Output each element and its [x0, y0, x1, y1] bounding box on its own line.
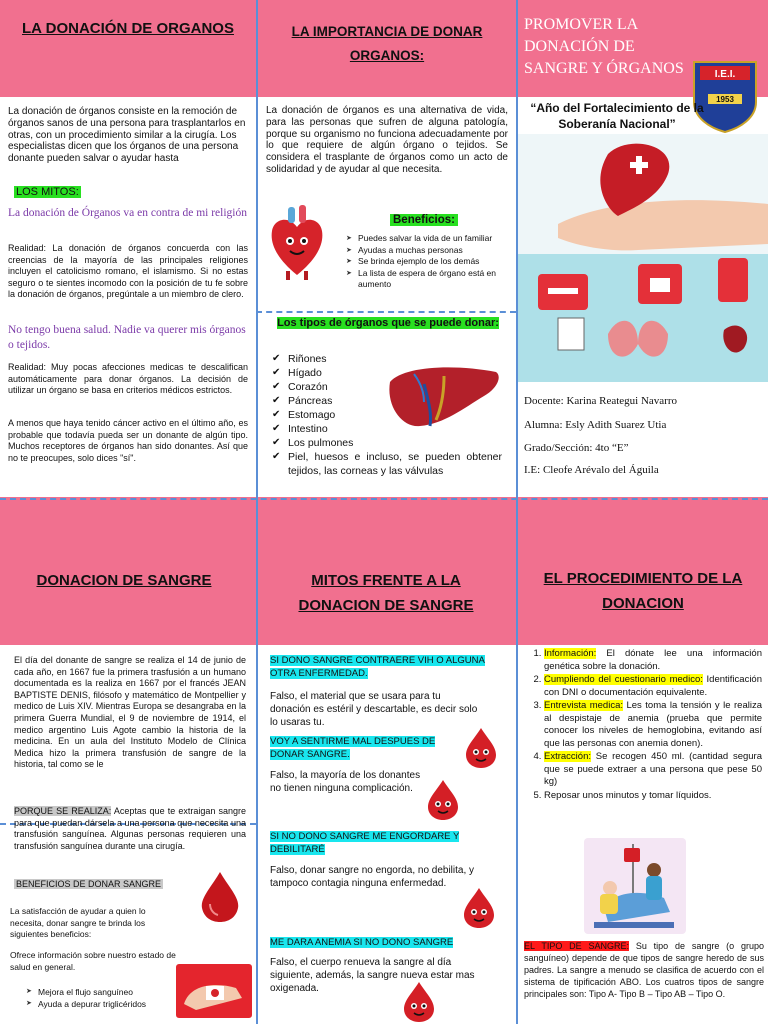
porque-label: PORQUE SE REALIZA: [14, 806, 112, 816]
beneficios-sangre-intro2: Ofrece información sobre nuestro estado de salud en general. [10, 950, 176, 972]
panel4-intro: El día del donante de sangre se realiza el 14 de junio de cada año, en 1667 fue la primera trasfusión a un humano documentada es la realiza en 1667 por el francés JEAN BAPTISTE DENIS, filósofo y matemático de Montpellier y medico de Luis XIV. Mientras Europa se desangraba en la primera Guerra Mundial, el 9 de noviembre de 1914, el medico argentino Luis Agote cambio la historia de la medicina. En un aula del Instituto Modelo de Clínica Medica hizo la primera transfusión de sangre de la historia, tal como se le [14, 655, 246, 770]
divider-left [256, 0, 258, 1024]
list-item: ✔ Intestino [272, 422, 502, 436]
beneficios-sangre-label: BENEFICIOS DE DONAR SANGRE [16, 879, 162, 889]
drop-mascot-icon [462, 726, 500, 770]
divider-dashed-1 [0, 498, 768, 500]
heart-mascot-icon [266, 203, 328, 281]
panel4-title: DONACION DE SANGRE [36, 572, 212, 589]
myth-question-1: SI DONO SANGRE CONTRAERE VIH O ALGUNA OTRA ENFERMEDAD. [270, 655, 485, 679]
crest-year: 1953 [716, 95, 734, 104]
year-motto: “Año del Fortalecimiento de la Soberanía Nacional” [530, 101, 704, 131]
porque-text: Aceptas que te extraigan sangre para que puedan dársela a una persona que necesita una transfusión sanguínea. Algunas personas requieren una transfusión sanguínea durante una cirugía. [14, 806, 246, 851]
beneficios-list [346, 233, 510, 291]
step-item: 1. Información: El dónate lee una información genética sobre la donación. [544, 648, 762, 673]
list-item: ➤ Se brinda ejemplo de los demás [346, 256, 510, 268]
myth3-text: A menos que haya tenido cáncer activo en el último año, es probable que todavía pueda ser un donante de algún tipo. Muchos receptores de órganos han sido donantes. Así que no te preocupes, solo dices "sí". [8, 418, 248, 463]
panel6-title: EL PROCEDIMIENTO DE LA DONACION [543, 570, 743, 612]
myth-answer-2: Falso, la mayoría de los donantes no tienen ninguna complicación. [270, 770, 421, 794]
list-item: ✔ Páncreas [272, 394, 502, 408]
list-item: ➤ Puedes salvar la vida de un familiar [346, 233, 510, 245]
drop-mascot-icon [460, 886, 498, 930]
myth-question-3: SI NO DONO SANGRE ME ENGORDARE Y DEBILITARÉ [270, 831, 460, 855]
list-item: ➤ Ayudas a muchas personas [346, 245, 510, 257]
panel1-title: LA DONACIÓN DE ORGANOS [22, 20, 234, 37]
list-item: ✔ Estomago [272, 408, 502, 422]
tipo-sangre-label: EL TIPO DE SANGRE: [524, 941, 629, 951]
liver-icon [384, 362, 504, 432]
grado-line: Grado/Sección: 4to “E” [524, 442, 629, 454]
myth2-text: Realidad: Muy pocas afecciones medicas te descalifican automáticamente para donar órganos. La decisión de utilizar un órgano se basa en criterios médicos estrictos. [8, 362, 248, 395]
panel2-intro: La donación de órganos es una alternativa de vida, para las personas que sufren de alguna patología, porque su organismo no funciona adecuadamente por lo que requiere de algún órgano o tejidos. Se considera el trasplante de órganos como un acto de solidaridad y de ayudar al que necesita. [266, 105, 508, 175]
list-item: ✔ Piel, huesos e incluso, se pueden obtener tejidos, las corneas y las válvulas [272, 450, 502, 478]
beneficios-sangre-intro: La satisfacción de ayudar a quien lo necesita, donar sangre te brinda los siguientes beneficios: [10, 906, 146, 939]
panel5-title: MITOS FRENTE A LA DONACION DE SANGRE [298, 572, 474, 614]
list-item: ➤ Mejora el flujo sanguíneo [26, 986, 186, 998]
myth1-title: La donación de Órganos va en contra de mi religión [8, 207, 247, 219]
list-item: ✔ Riñones [272, 352, 502, 366]
alumna-line: Alumna: Esly Adith Suarez Utia [524, 419, 667, 431]
step-item: 4. Extracción: Se recogen 450 ml. (cantidad segura que se puede extraer a una persona que pese 50 kg) [544, 751, 762, 789]
list-item: ➤ Ayuda a depurar triglicéridos [26, 998, 186, 1010]
myth-question-2: VOY A SENTIRME MAL DESPUES DE DONAR SANGRE. [270, 736, 436, 760]
mitos-label: LOS MITOS: [16, 186, 79, 198]
blood-drop-icon [198, 870, 242, 924]
myth2-title: No tengo buena salud. Nadie va querer mis órganos o tejidos. [8, 324, 246, 351]
tipos-label: Los tipos de órganos que se puede donar: [277, 317, 499, 329]
drop-mascot-icon [400, 980, 438, 1024]
tipo-sangre-text: Su tipo de sangre (o grupo sanguíneo) depende de que tipos de sangre heredo de sus padres. La sangre a menudo se clasifica de acuerdo con el sistema de tipificación ABO. Los cuatros tipos de sangre principales son: Tipo A- Tipo B – Tipo AB – Tipo O. [524, 941, 764, 1000]
step-item: 3. Entrevista medica: Les toma la tensión y le realiza al despistaje de anemia (prueba que permite conocer los niveles de hemoglobina, evitando así que las personas con anemia donen). [544, 700, 762, 750]
myth-answer-3: Falso, donar sangre no engorda, no debilita, y tampoco contagia ninguna enfermedad. [270, 865, 475, 889]
myth-question-4: ME DARA ANEMIA SI NO DONO SANGRE [270, 937, 454, 948]
myth-answer-1: Falso, el material que se usara para tu donación es estéril y descartable, es decir solo lo usaras tu. [270, 691, 478, 728]
step-item: 2. Cumpliendo del cuestionario medico: Identificación con DNI o documentación equivalente. [544, 674, 762, 699]
beneficios-label: Beneficios: [390, 214, 458, 226]
myth-answer-4: Falso, el cuerpo renueva la sangre al día siguiente, además, la sangre nueva estar mas oxigenada. [270, 957, 475, 994]
panel1-intro: La donación de órganos consiste en la remoción de órganos sanos de una persona para trasplantarlos en otras, con un procedimiento similar a la cirugía. Los especialistas dicen que los órganos de una persona donante pueden salvar o ayudar hasta [8, 106, 246, 165]
blood-donation-illustration [584, 838, 686, 934]
procedure-steps [530, 648, 762, 803]
divider-dashed-2 [256, 311, 516, 313]
myth1-text: Realidad: La donación de órganos concuerda con las creencias de la mayoría de las principales religiones incluyen el catolicismo romano, el islamismo. Si no estas seguro o te sientes incomodo con la posición de tu fe sobre la donación de órganos, pregúntale a un miembro de clero. [8, 243, 248, 299]
ie-line: I.E: Cleofe Arévalo del Águila [524, 464, 659, 476]
panel2-title: LA IMPORTANCIA DE DONAR ORGANOS: [291, 24, 483, 63]
docente-line: Docente: Karina Reategui Navarro [524, 395, 678, 407]
beneficios-sangre-list [26, 986, 186, 1010]
step-item: 5. Reposar unos minutos y tomar líquidos. [544, 790, 762, 803]
porque-paragraph [14, 806, 246, 852]
blood-pressure-illustration [176, 964, 252, 1018]
list-item: ✔ Hígado [272, 366, 502, 380]
donation-illustration [518, 134, 768, 382]
list-item: ➤ La lista de espera de órgano está en aumento [346, 268, 510, 291]
panel3-title: PROMOVER LA DONACIÓN DE SANGRE Y ÓRGANOS [524, 16, 684, 77]
crest-text: I.E.I. [714, 69, 736, 80]
tipo-sangre-paragraph [524, 940, 764, 1000]
list-item: ✔ Los pulmones [272, 436, 502, 450]
drop-mascot-icon [424, 778, 462, 822]
list-item: ✔ Corazón [272, 380, 502, 394]
